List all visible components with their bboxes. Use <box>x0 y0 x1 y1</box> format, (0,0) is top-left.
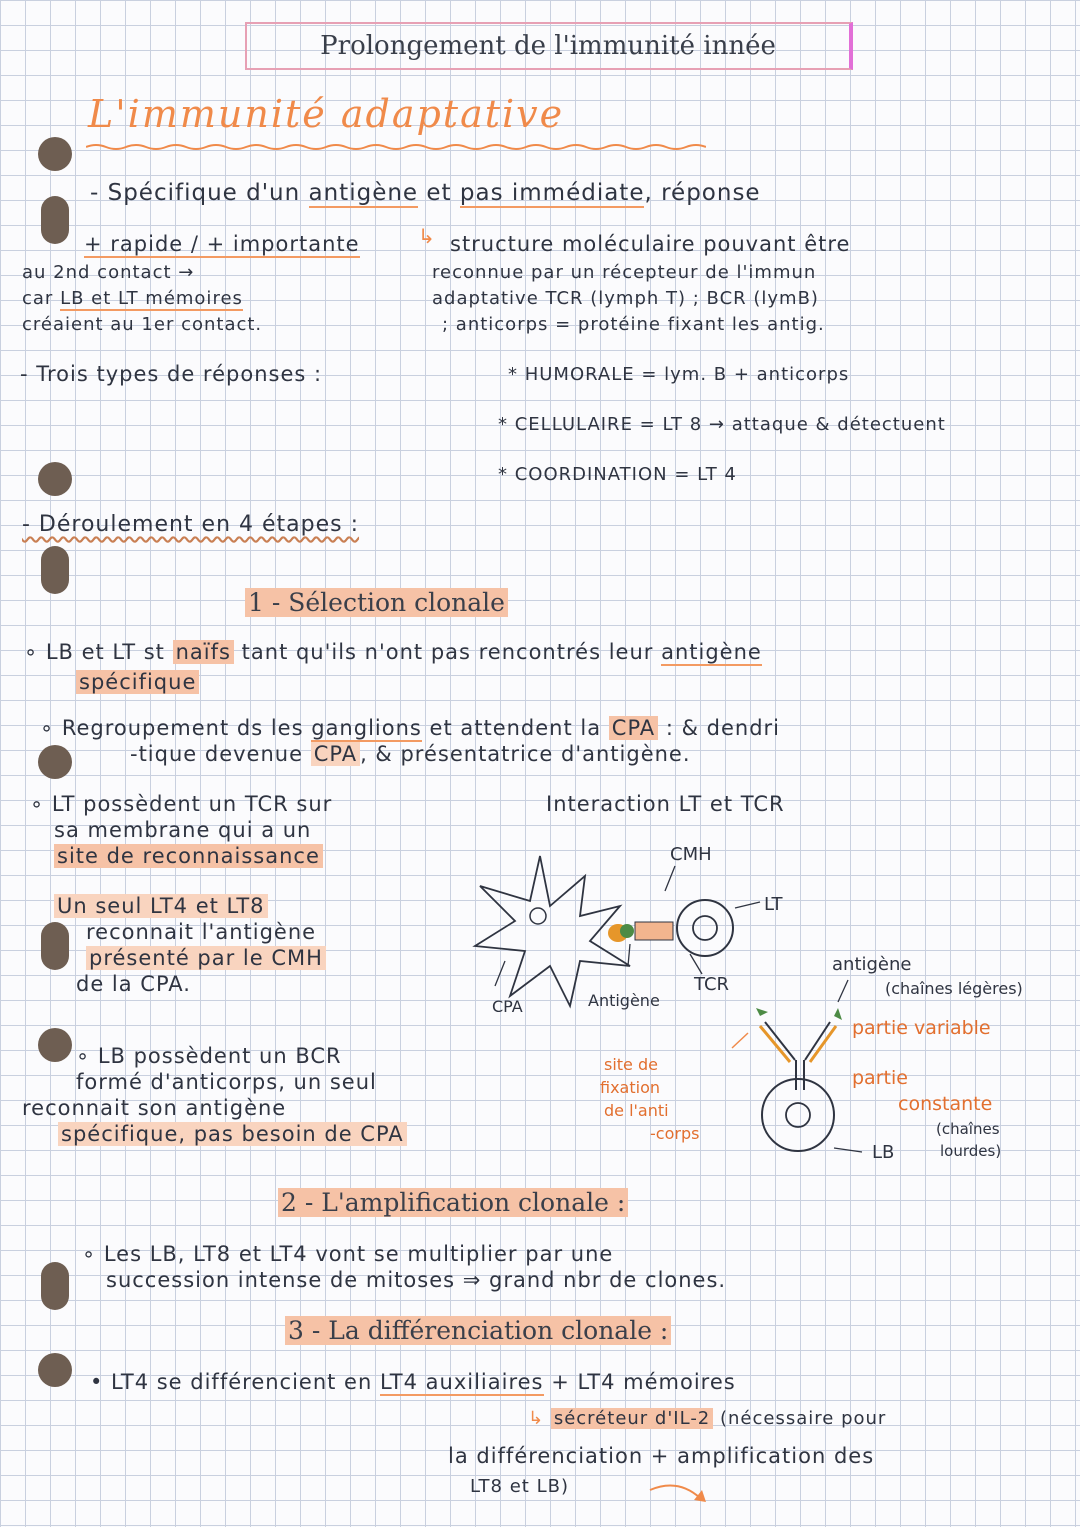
label-chaines-lourdes-2: lourdes) <box>940 1142 1002 1160</box>
step1-para-2-cont: -tique devenue CPA , & présentatrice d'antigène. <box>130 742 691 766</box>
deroulement-heading: - Déroulement en 4 étapes : <box>22 512 360 537</box>
label-site-1: site de <box>604 1055 658 1074</box>
step1-para-1: ∘ LB et LT st naïfs tant qu'ils n'ont pas rencontrés leur antigène <box>24 640 762 664</box>
step1-para-3-line-1: ∘ LT possèdent un TCR sur <box>30 792 333 816</box>
definition-line-4: ; anticorps = protéine fixant les antig. <box>442 314 825 335</box>
response-humorale: * HUMORALE = lym. B + anticorps <box>508 364 850 385</box>
label-partie-variable: partie variable <box>852 1017 991 1039</box>
label-site-2: fixation <box>600 1078 660 1097</box>
step1-para-4-line-2: reconnait l'antigène <box>86 920 317 944</box>
main-title: L'immunité adaptative <box>88 92 565 136</box>
antigen-right <box>834 1008 842 1020</box>
label-antigene: antigène <box>832 954 912 975</box>
step1-para-3-line-2: sa membrane qui a un <box>54 818 312 842</box>
arrow-icon: ↳ <box>418 224 435 248</box>
step1-para-2: ∘ Regroupement ds les ganglions et attendent la CPA : & dendri <box>40 716 781 740</box>
definition-line-2: reconnue par un récepteur de l'immun <box>432 262 817 283</box>
label-site-3: de l'anti <box>604 1101 669 1120</box>
label-cmh: CMH <box>670 844 712 865</box>
arrow-icon <box>665 866 675 891</box>
step2-para-1: ∘ Les LB, LT8 et LT4 vont se multiplier par une <box>82 1242 614 1266</box>
step1-para-1-cont: spécifique <box>76 670 199 694</box>
intro-line-1: - Spécifique d'un antigène et pas immédiate, réponse <box>90 180 761 206</box>
responses-intro: - Trois types de réponses : <box>20 362 323 386</box>
intro-left-note-3: créaient au 1er contact. <box>22 314 263 335</box>
arrow-icon <box>495 961 505 986</box>
response-coordination: * COORDINATION = LT 4 <box>498 464 737 485</box>
intro-left-note-1: au 2nd contact → <box>22 262 195 283</box>
response-cellulaire: * CELLULAIRE = LT 8 → attaque & détectuent <box>498 414 946 435</box>
definition-line-3: adaptative TCR (lymph T) ; BCR (lymB) <box>432 288 819 309</box>
label-chaines-lourdes-1: (chaînes <box>936 1120 1000 1138</box>
antigen-left <box>756 1008 768 1016</box>
label-chaines-legeres: (chaînes légères) <box>885 979 1023 998</box>
page-title-box <box>245 22 853 70</box>
bcr-left-arm <box>765 1022 795 1060</box>
step1-title: 1 - Sélection clonale <box>245 588 508 617</box>
definition-line-1: structure moléculaire pouvant être <box>450 232 851 256</box>
binder-hole <box>38 462 72 496</box>
label-lb: LB <box>872 1142 895 1163</box>
step3-para-1: • LT4 se différencient en LT4 auxiliaires + LT4 mémoires <box>90 1370 736 1394</box>
binder-slot <box>41 546 69 594</box>
arrow-icon <box>648 1478 714 1508</box>
arrow-icon <box>834 1148 862 1152</box>
step1-para-5-line-1: ∘ LB possèdent un BCR <box>76 1044 342 1068</box>
label-antigene: Antigène <box>588 991 660 1010</box>
binder-hole <box>38 745 72 779</box>
step1-para-5-line-2: formé d'anticorps, un seul <box>76 1070 377 1094</box>
step1-para-4-line-3: présenté par le CMH <box>86 946 326 970</box>
arrow-icon <box>732 1033 748 1048</box>
lb-nucleus <box>786 1103 810 1127</box>
binder-slot <box>41 1262 69 1310</box>
label-constante: constante <box>898 1093 993 1115</box>
step1-para-5-line-3: reconnait son antigène <box>22 1096 287 1120</box>
arrow-icon <box>838 980 848 1002</box>
diagram1-title: Interaction LT et TCR <box>546 792 785 816</box>
step3-title: 3 - La différenciation clonale : <box>285 1316 671 1345</box>
step1-para-3-line-3: site de reconnaissance <box>54 844 323 868</box>
binder-hole <box>38 1353 72 1387</box>
binder-hole <box>38 137 72 171</box>
label-cpa: CPA <box>492 997 523 1016</box>
intro-line-2: + rapide / + importante <box>84 232 360 256</box>
lb-cell <box>762 1079 834 1151</box>
step1-para-4-line-1: Un seul LT4 et LT8 <box>54 894 268 918</box>
step2-para-2: succession intense de mitoses ⇒ grand nbr de clones. <box>106 1268 727 1292</box>
arrow-icon <box>735 902 760 908</box>
intro-left-note-2: car LB et LT mémoires <box>22 288 243 309</box>
binder-hole <box>38 1028 72 1062</box>
bcr-stem <box>796 1060 804 1090</box>
label-site-4: -corps <box>650 1124 700 1143</box>
step2-title: 2 - L'amplification clonale : <box>278 1188 628 1217</box>
diagram2-bcr-antibody <box>600 930 1070 1170</box>
step1-para-5-line-4: spécifique, pas besoin de CPA <box>58 1122 407 1146</box>
binder-slot <box>41 922 69 970</box>
label-partie: partie <box>852 1067 908 1089</box>
label-lt: LT <box>764 894 783 915</box>
binder-slot <box>41 196 69 244</box>
label-tcr: TCR <box>694 974 730 995</box>
step1-para-4-line-4: de la CPA. <box>76 972 191 996</box>
cpa-nucleus <box>530 908 546 924</box>
step3-para-4: LT8 et LB) <box>470 1476 569 1497</box>
step3-para-3: la différenciation + amplification des <box>448 1444 875 1468</box>
main-title-underline <box>86 143 706 151</box>
step3-para-2: ↳ sécréteur d'IL-2 (nécessaire pour <box>528 1408 887 1429</box>
page-title: Prolongement de l'immunité innée <box>320 31 776 61</box>
bcr-left-arm-inner <box>760 1026 790 1062</box>
